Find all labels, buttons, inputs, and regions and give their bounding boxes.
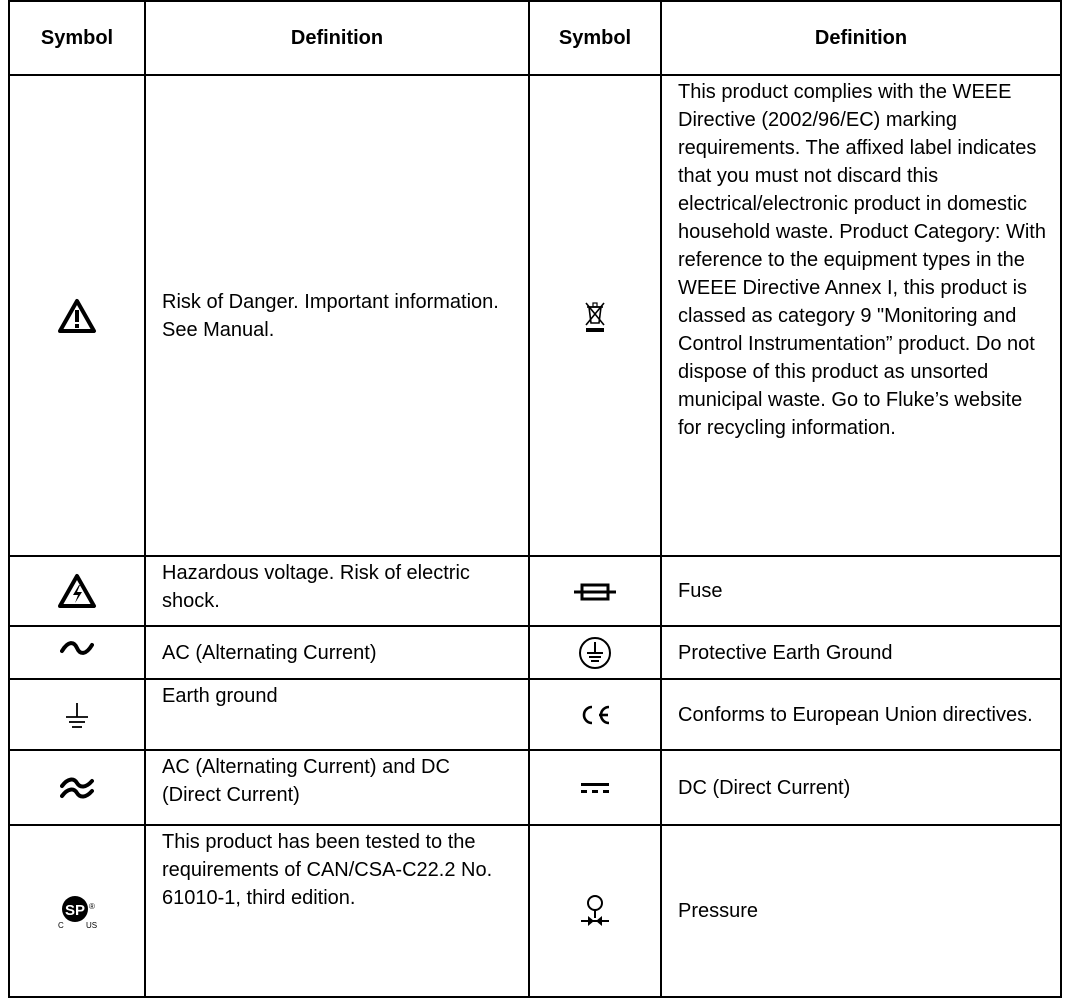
ac-wave-icon <box>60 639 94 657</box>
ce-mark-icon <box>577 704 613 726</box>
definition-cell: Hazardous voltage. Risk of electric shock. <box>145 556 529 626</box>
table-row <box>9 75 1061 556</box>
weee-crossed-bin-icon <box>583 299 607 333</box>
symbol-cell <box>529 679 661 750</box>
header-definition-right: Definition <box>661 1 1061 75</box>
symbol-cell <box>9 679 145 750</box>
svg-text:C: C <box>58 921 64 930</box>
definition-cell: AC (Alternating Current) <box>145 626 529 679</box>
svg-text:®: ® <box>89 902 95 911</box>
pressure-icon <box>578 894 612 928</box>
definition-cell: Fuse <box>661 556 1061 626</box>
table-row <box>9 750 1061 825</box>
header-definition-left: Definition <box>145 1 529 75</box>
definition-cell: Protective Earth Ground <box>661 626 1061 679</box>
definition-cell: Earth ground <box>145 679 529 750</box>
table-header-row <box>9 1 1061 75</box>
definition-cell: This product complies with the WEEE Directive (2002/96/EC) marking requirements. The affixed label indicates that you must not discard this electrical/electronic product in domestic household waste. Product Category: With reference to the equipment types in the WEEE Directive Annex I, this product is classed as category 9 "Monitoring and Control Instrumentation” product. Do not dispose of this product as unsorted municipal waste. Go to Fluke’s website for recycling information. <box>661 75 1061 556</box>
warning-triangle-icon <box>57 298 97 334</box>
symbol-cell <box>9 825 145 997</box>
symbol-cell <box>529 750 661 825</box>
table-row <box>9 556 1061 626</box>
svg-text:SP: SP <box>64 902 86 919</box>
definition-cell: Pressure <box>661 825 1061 997</box>
definition-cell: DC (Direct Current) <box>661 750 1061 825</box>
ac-dc-icon <box>60 777 94 799</box>
protective-earth-icon <box>577 635 613 671</box>
symbol-cell <box>529 75 661 556</box>
symbol-cell <box>9 750 145 825</box>
table-row <box>9 825 1061 997</box>
definition-cell: AC (Alternating Current) and DC (Direct Current) <box>145 750 529 825</box>
csa-mark-icon <box>55 891 99 931</box>
hazardous-voltage-icon <box>57 573 97 609</box>
fuse-icon <box>573 582 617 602</box>
symbol-cell <box>9 75 145 556</box>
symbol-definition-table <box>8 0 1062 998</box>
symbol-cell <box>529 825 661 997</box>
dc-icon <box>580 781 610 795</box>
definition-cell: This product has been tested to the requirements of CAN/CSA-C22.2 No. 61010-1, third edition. <box>145 825 529 997</box>
symbol-cell <box>9 556 145 626</box>
svg-text:US: US <box>86 921 98 930</box>
table-row <box>9 626 1061 679</box>
symbol-cell <box>529 556 661 626</box>
definition-cell: Conforms to European Union directives. <box>661 679 1061 750</box>
table-row <box>9 679 1061 750</box>
header-symbol-left: Symbol <box>9 1 145 75</box>
header-symbol-right: Symbol <box>529 1 661 75</box>
earth-ground-icon <box>64 700 90 730</box>
symbol-cell <box>9 626 145 679</box>
definition-cell: Risk of Danger. Important information. See Manual. <box>145 75 529 556</box>
symbol-cell <box>529 626 661 679</box>
